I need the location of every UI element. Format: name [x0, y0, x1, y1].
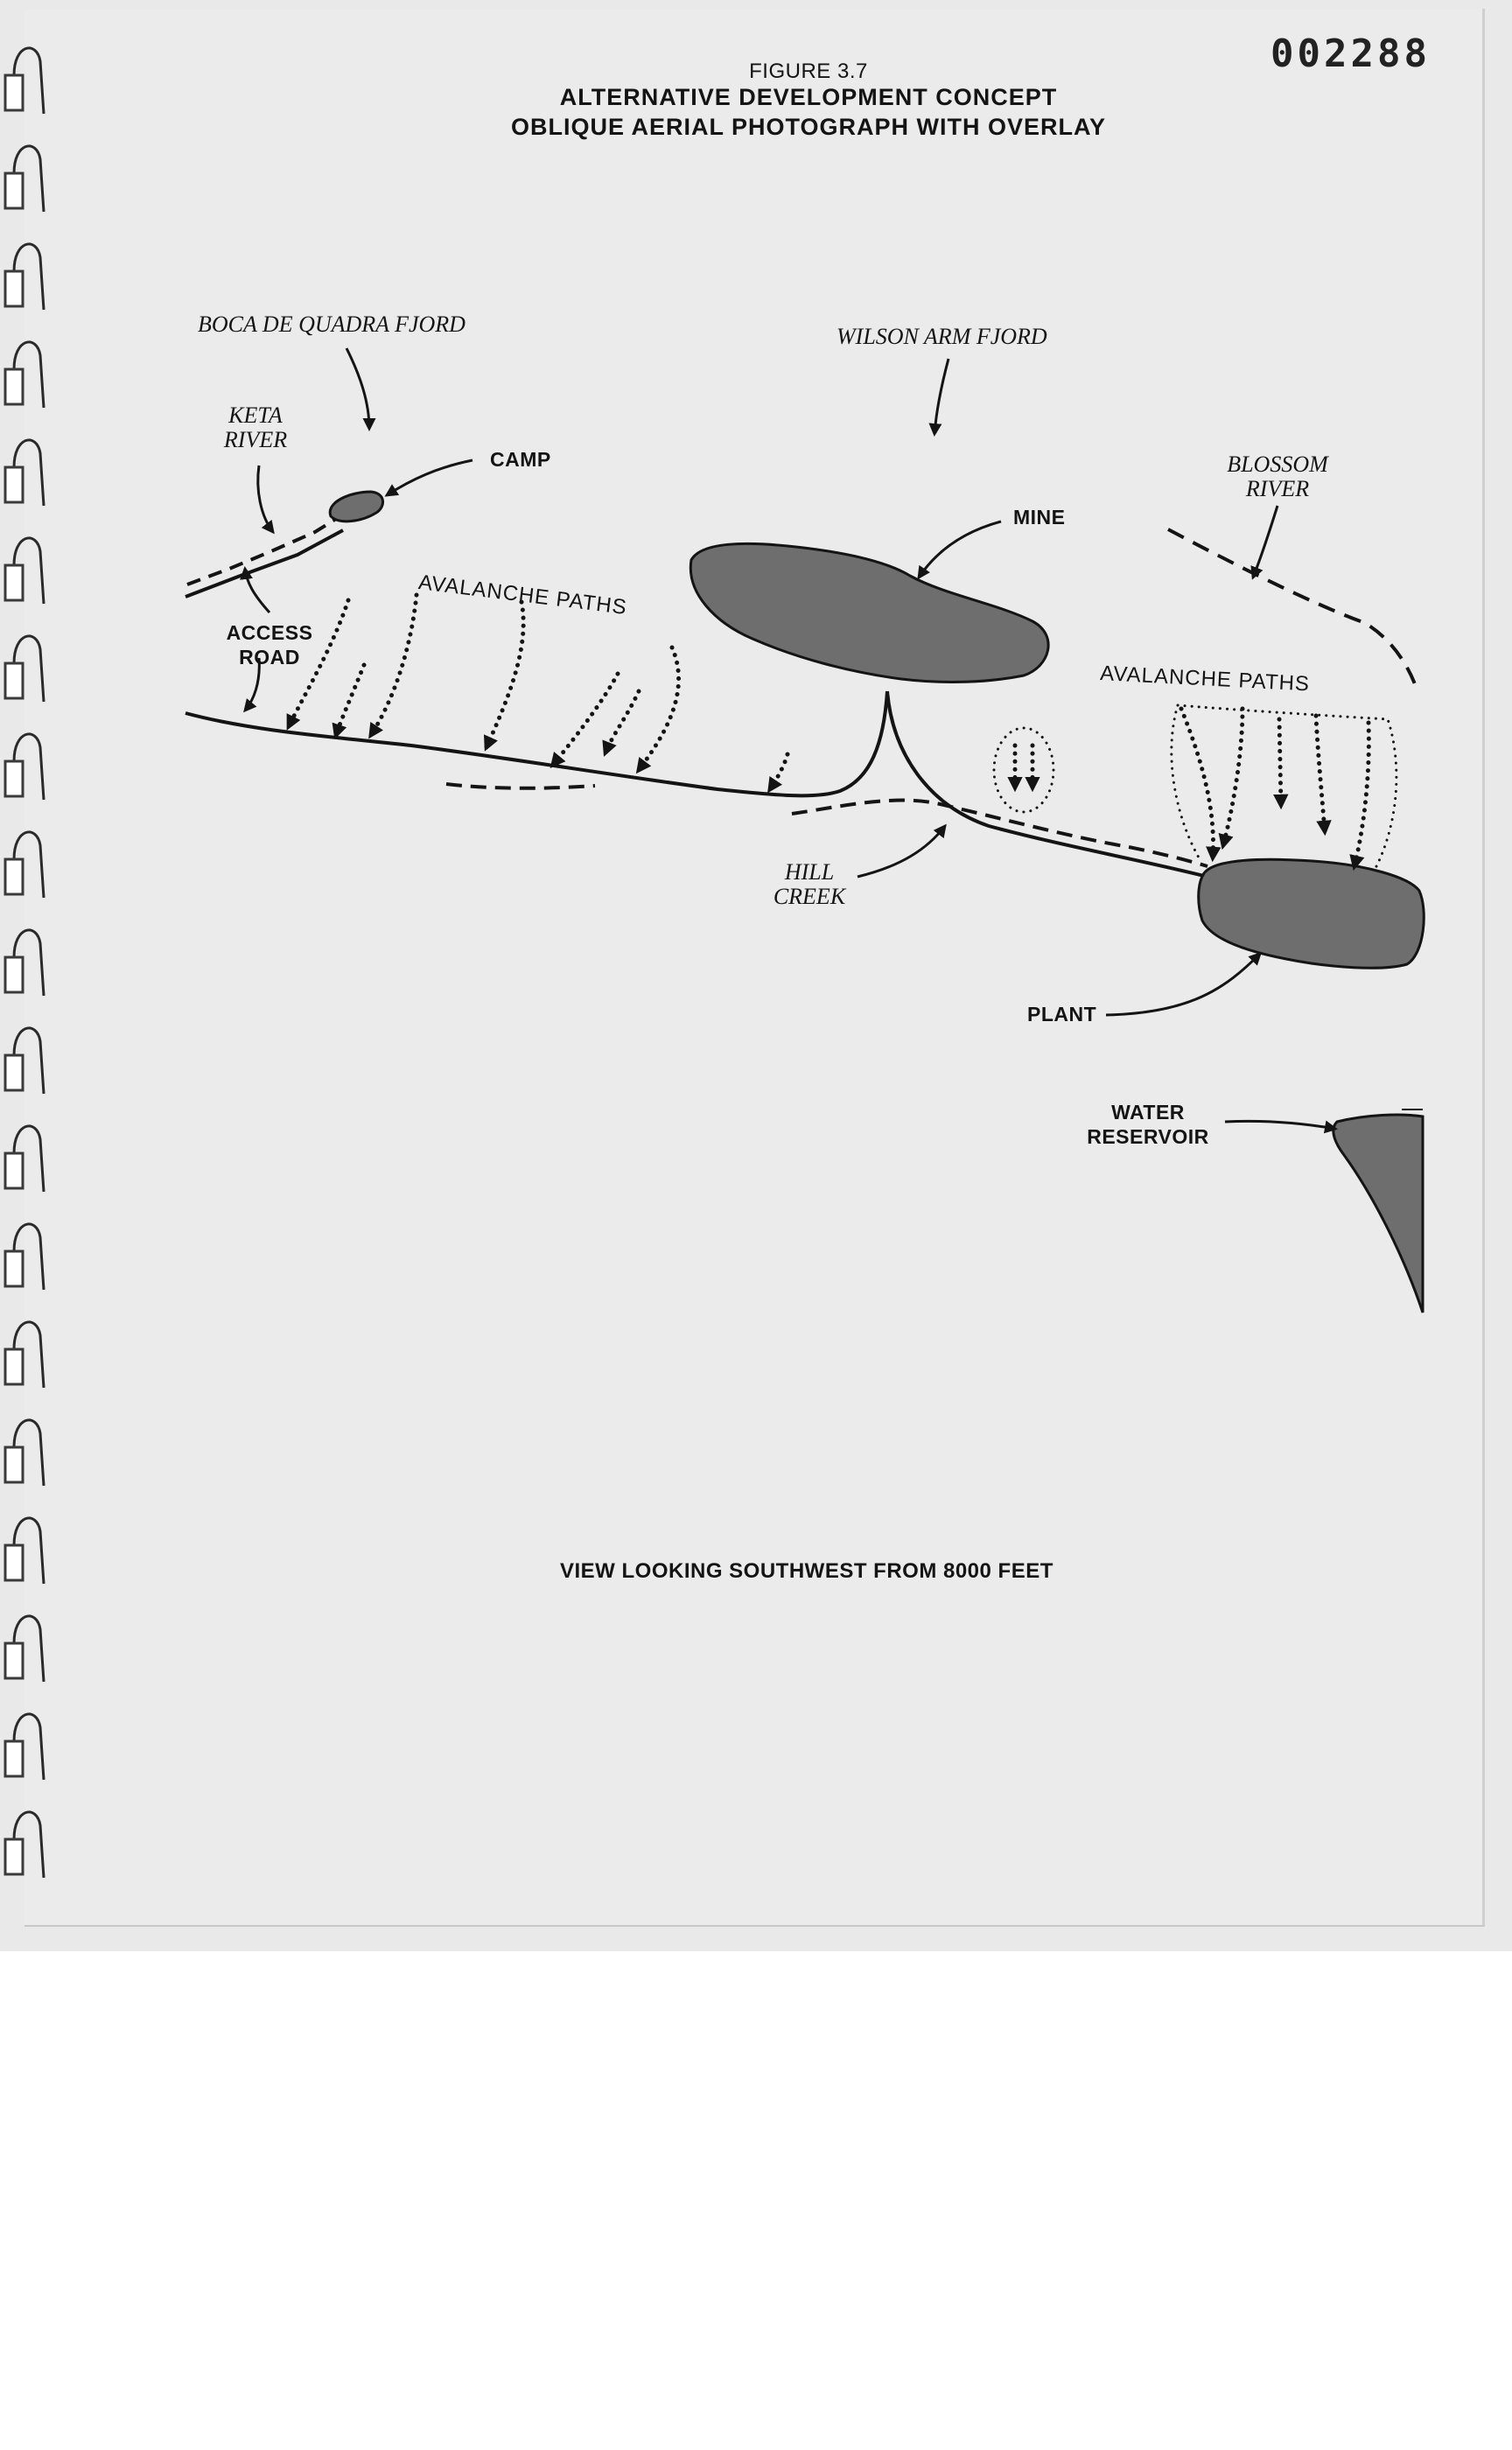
- avalanche-arrow: [1181, 709, 1214, 858]
- label-keta-river-line2: RIVER: [223, 427, 288, 452]
- leader-arrows: [245, 348, 1335, 1129]
- water-reservoir-shape: [1334, 1115, 1423, 1312]
- label-wilson-arm-fjord: WILSON ARM FJORD: [836, 324, 1047, 349]
- avalanche-arrow: [639, 648, 679, 770]
- avalanche-arrow: [486, 602, 523, 747]
- avalanche-arrow: [553, 674, 618, 765]
- lower-dashed-segment: [446, 784, 595, 788]
- label-hill-creek-line2: CREEK: [773, 884, 846, 909]
- hill-creek-line: [792, 801, 1208, 866]
- figure-caption: VIEW LOOKING SOUTHWEST FROM 8000 FEET: [560, 1559, 1054, 1583]
- label-boca-de-quadra-fjord: BOCA DE QUADRA FJORD: [198, 312, 466, 337]
- plant-road-line: [887, 691, 1208, 877]
- label-access-road-line2: ROAD: [239, 646, 300, 668]
- label-camp: CAMP: [490, 448, 551, 471]
- label-mine: MINE: [1013, 506, 1066, 528]
- plant-shape: [1199, 859, 1424, 968]
- figure-title-line2: OBLIQUE AERIAL PHOTOGRAPH WITH OVERLAY: [510, 114, 1107, 140]
- avalanche-outline-right: [1172, 705, 1396, 872]
- mine-arrow: [919, 522, 1001, 578]
- blossom-river-arrow: [1253, 506, 1278, 578]
- label-water-reservoir-line2: RESERVOIR: [1087, 1125, 1209, 1148]
- figure-title-line1: ALTERNATIVE DEVELOPMENT CONCEPT: [559, 84, 1058, 110]
- label-keta-river-line1: KETA: [228, 402, 283, 428]
- avalanche-arrow: [1354, 723, 1368, 866]
- avalanche-outline-small: [994, 728, 1054, 812]
- label-blossom-river-line2: RIVER: [1245, 476, 1310, 501]
- wilson-fjord-arrow: [934, 359, 948, 434]
- label-plant: PLANT: [1027, 1003, 1097, 1026]
- access-road-line: [186, 691, 887, 795]
- avalanche-paths-right: [1181, 709, 1368, 866]
- boca-fjord-arrow: [346, 348, 369, 429]
- label-blossom-river-line1: BLOSSOM: [1227, 452, 1328, 477]
- figure-number: FIGURE 3.7: [749, 60, 868, 83]
- label-avalanche-paths-left: AVALANCHE PATHS: [416, 570, 629, 620]
- keta-river-line: [187, 514, 343, 584]
- avalanche-arrow: [1223, 709, 1242, 845]
- plant-arrow: [1106, 954, 1260, 1015]
- avalanche-arrow: [606, 691, 639, 752]
- keta-river-arrow: [258, 466, 273, 532]
- camp-shape: [330, 492, 382, 522]
- avalanche-arrow: [371, 595, 416, 735]
- access-road-arrow: [245, 569, 270, 612]
- avalanche-arrow: [336, 665, 364, 735]
- label-access-road-line1: ACCESS: [226, 621, 313, 644]
- label-water-reservoir-line1: WATER: [1111, 1101, 1185, 1124]
- document-number: 002288: [1270, 32, 1431, 76]
- avalanche-arrow: [1279, 719, 1281, 805]
- label-avalanche-paths-right: AVALANCHE PATHS: [1099, 662, 1311, 696]
- label-hill-creek-line1: HILL: [784, 859, 835, 885]
- reservoir-arrow: [1225, 1121, 1335, 1129]
- mine-shape: [690, 543, 1048, 682]
- hill-creek-arrow: [858, 826, 945, 877]
- camp-arrow: [387, 460, 472, 495]
- access-road-upper-line: [186, 530, 343, 597]
- avalanche-arrow: [770, 754, 788, 789]
- avalanche-arrow: [1316, 716, 1325, 831]
